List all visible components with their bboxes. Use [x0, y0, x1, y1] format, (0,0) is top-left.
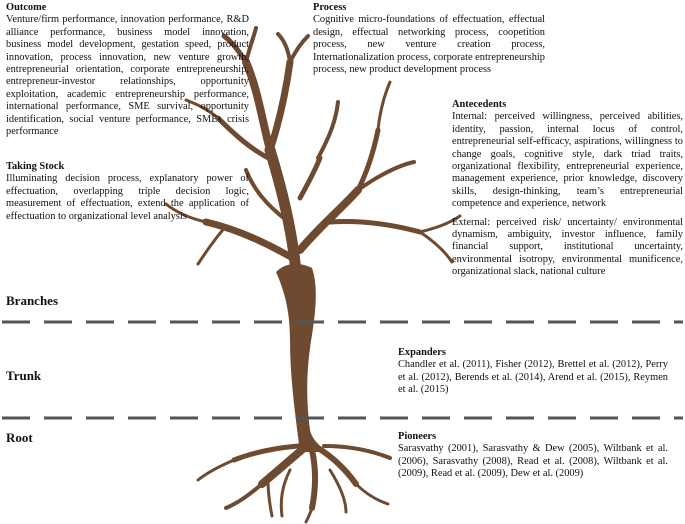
section-label-trunk: Trunk	[6, 368, 42, 383]
process-body: Cognitive micro-foundations of effectuation, effectual design, effectual networking process, coopetition process, new venture creation process, Internationalization process, corporate entrepreneurship process, new product development process	[313, 14, 545, 76]
expanders-block	[398, 347, 668, 397]
outcome-block	[6, 2, 249, 138]
antecedents-block	[452, 99, 683, 279]
outcome-body: Venture/firm performance, innovation performance, R&D alliance performance, business model innovation, business model development, gestation speed, product innovation, process innovation, new venture growth, entrepreneurial orientation, corporate entrepreneurship, entrepreneur-investor relationships, opportunity exploitation, academic entrepreneurship performance, international performance, SME survival, opportunity identification, social venture performance, SMEs crisis performance	[6, 14, 249, 138]
taking-stock-body: Illuminating decision process, explanatory power of effectuation, overlapping triple decision logic, measurement of effectuation, extend the application of effectuation to organizational level analysis	[6, 173, 249, 222]
expanders-heading: Expanders	[398, 347, 446, 358]
antecedents-internal: Internal: perceived willingness, perceived abilities, identity, passion, internal locus of control, entrepreneurial self-efficacy, aspirations, willingness to change goals, cognitive style, dark triad traits, organizational flexibility, entrepreneurial experience, management experience, prior knowledge, discovery skills, design-thinking, team’s entrepreneurial competence and experience, network	[452, 111, 683, 210]
section-label-root: Root	[6, 430, 33, 445]
pioneers-body: Sarasvathy (2001), Sarasvathy & Dew (2005), Wiltbank et al. (2006), Sarasvathy (2008), Read et al. (2008), Wiltbank et al. (2009), Read et al. (2009), Dew et al. (2009)	[398, 443, 668, 480]
outcome-heading: Outcome	[6, 2, 47, 13]
expanders-body: Chandler et al. (2011), Fisher (2012), Brettel et al. (2012), Perry et al. (2012), Berends et al. (2014), Arend et al. (2015), Reymen et al. (2015)	[398, 359, 668, 396]
antecedents-heading: Antecedents	[452, 99, 507, 110]
process-block	[313, 2, 545, 76]
tree-roots	[198, 446, 390, 522]
tree-trunk	[276, 264, 326, 452]
taking-stock-heading: Taking Stock	[6, 161, 65, 172]
pioneers-block	[398, 431, 668, 481]
pioneers-heading: Pioneers	[398, 431, 437, 442]
taking-stock-block	[6, 161, 249, 223]
antecedents-external: External: perceived risk/ uncertainty/ environmental dynamism, ambiguity, investor influence, family financial support, institutional uncertainty, environmental isotropy, environmental munificence, organizational slack, national culture	[452, 216, 683, 278]
section-label-branches: Branches	[6, 293, 58, 308]
process-heading: Process	[313, 2, 347, 13]
